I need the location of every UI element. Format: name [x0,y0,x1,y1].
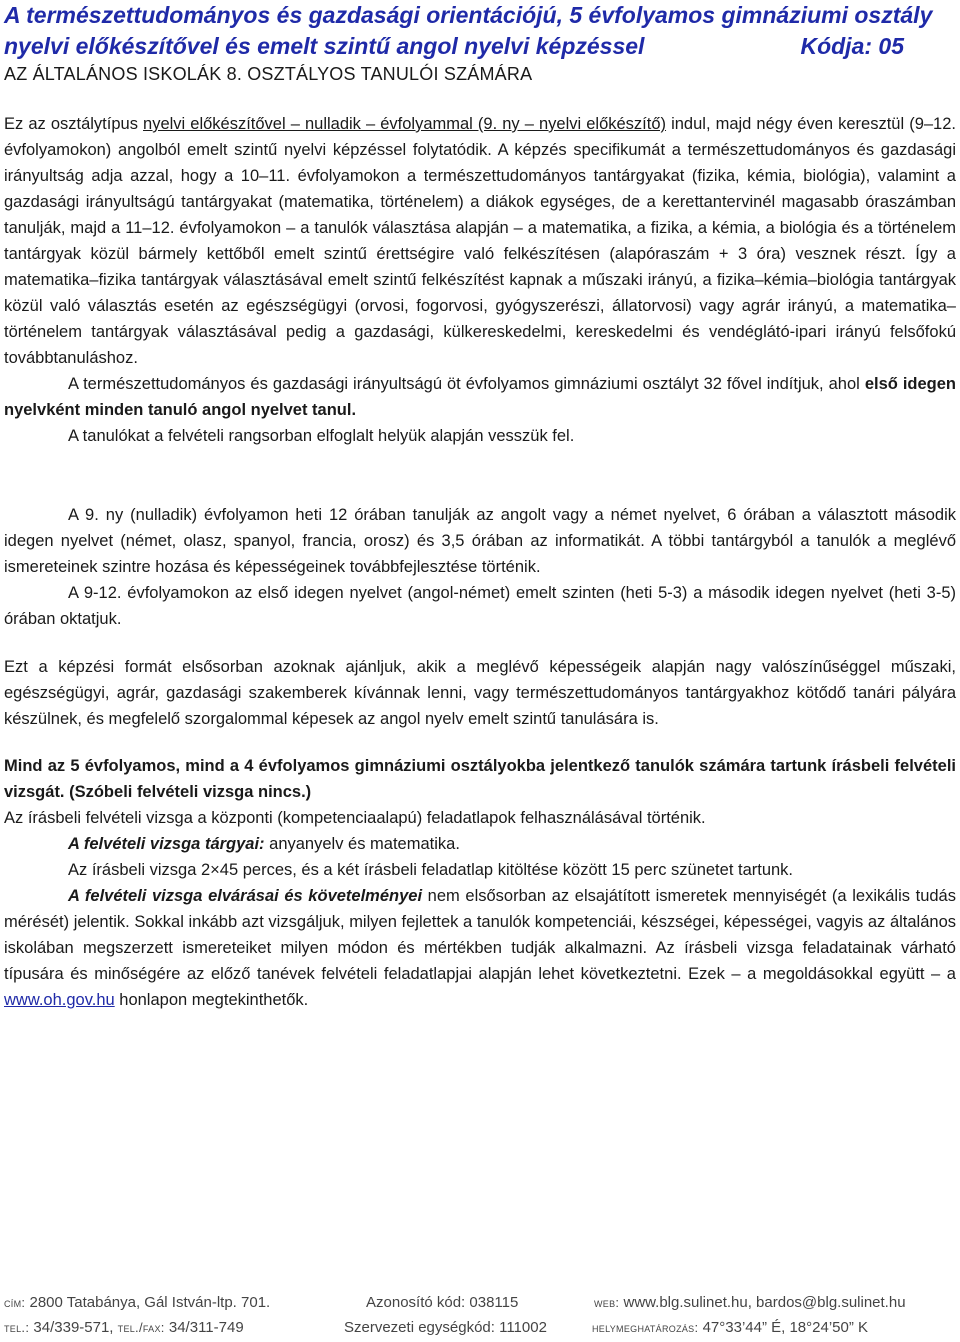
page-subtitle: AZ ÁLTALÁNOS ISKOLÁK 8. OSZTÁLYOS TANULÓI SZÁMÁRA [4,64,533,84]
web-label: web: [594,1295,620,1310]
footer-web [594,1294,906,1311]
recommendation-section [4,654,956,732]
intro-section [4,111,956,449]
id-value: 038115 [465,1294,519,1311]
exam-section [4,753,956,1013]
location-value: 47°33’44” É, 18°24’50” K [698,1319,869,1336]
unit-value: 111002 [494,1319,547,1336]
recommendation-paragraph: Ezt a képzési formát elsősorban azoknak ajánljuk, akik a meglévő képességeik alapján nagy valószínűséggel műszaki, egészségügyi, agrár, gazdasági szakemberek kívánnak lenni, vagy természettudományos tantárgyakhoz kötődő tanári pályára készülnek, és megfelelő szorgalommal képesek az angol nyelv emelt szintű tanulására is. [4,658,956,728]
exam-requirements [4,883,956,1013]
unit-label: Szervezeti egységkód: [344,1319,495,1336]
intro-text-b: indul, majd négy éven keresztül (9–12. évfolyamokon) angolból emelt szintű nyelvi képzéssel folytatódik. A képzés specifikumát a természettudományos és gazdasági irányultság adja azzal, hogy a 10–11. évfolyamokon a természettudományos tantárgyakat (fizika, kémia, biológia), valamint a gazdasági irányultságú tantárgyakat (matematika, történelem) a diákok egységes, de a kerettantervinél magasabb óraszámban tanulják, majd a 11–12. évfolyamokon – a tanulók választása alapján – a matematika, a fizika, a kémia, a biológia és a történelem tantárgyak közül bármely kettőből emelt szintű érettségire való felkészítésen (alapóraszám + 3 óra) vesznek részt. Így a matematika–fizika tantárgyak választásával emelt szintű felkészítést kapnak a műszaki irányú, a fizika–kémia–biológia tantárgyak közül való választás esetén az egészségügyi (orvosi, fogorvosi, gyógyszerészi, állatorvosi) vagy agrár irányú, a matematika–történelem tantárgyak választásával pedig a gazdasági, külkereskedelmi, kereskedelmi és vendéglátó-ipari irányú felsőfokú továbbtanuláshoz. [4,115,956,367]
exam-req-end: honlapon megtekinthetők. [114,991,309,1009]
page-title-line-1: A természettudományos és gazdasági orientációjú, 5 évfolyamos gimnáziumi osztály [4,2,933,28]
exam-req-text: nem elsősorban az elsajátított ismeretek mennyiségét (a lexikális tudás mérését) jelentik. Sokkal inkább azt vizsgáljuk, milyen fejlettek a tanulók kompetenciái, készségei, képességei, vagyis az általános iskolában megszerzett ismereteiket milyen módon és mértékben tudják alkalmazni. Az írásbeli vizsga feladatainak várható típusára és minőségére az előző tanévek felvételi feladatlapjai alapján lehet következtetni. Ezek – a megoldásokkal együtt – a [4,887,956,983]
footer-id [366,1294,518,1311]
languages-paragraph-2: A 9-12. évfolyamokon az első idegen nyelvet (angol-német) emelt szinten (heti 5-3) a második idegen nyelvet (heti 3-5) órában oktatjuk. [4,584,956,628]
location-label: helymeghatározás: [592,1320,699,1335]
exam-subjects-label: A felvételi vizsga tárgyai: [68,835,265,853]
address-label: cím: [4,1295,26,1310]
exam-paragraph-1: Az írásbeli felvételi vizsga a központi (kompetenciaalapú) feladatlapok felhasználásával történik. [4,809,706,827]
oh-gov-link[interactable]: www.oh.gov.hu [4,991,115,1009]
languages-paragraph-1: A 9. ny (nulladik) évfolyamon heti 12 órában tanulják az angolt vagy a német nyelvet, 6 órában a választott második idegen nyelvet (német, olasz, spanyol, francia, orosz) és 3,5 órában az informatikát. A többi tantárgyból a tanulók a meglévő ismereteinek szintre hozása és képességeinek továbbfejlesztése történik. [4,506,956,576]
class-code: Kódja: 05 [800,33,904,59]
footer-phone [4,1319,244,1336]
footer-location [592,1319,868,1336]
tel-value: 34/339-571, [29,1319,118,1336]
intro-paragraph-3: A tanulókat a felvételi rangsorban elfoglalt helyük alapján vesszük fel. [68,427,575,445]
exam-subjects-value: anyanyelv és matematika. [264,835,460,853]
intro-paragraph-2 [4,371,956,423]
languages-section [4,502,956,632]
exam-paragraph-3: Az írásbeli vizsga 2×45 perces, és a két írásbeli feladatlap kitöltése között 15 perc szünetet tartunk. [68,861,794,879]
fax-label: tel./fax: [117,1320,165,1335]
address-value: 2800 Tatabánya, Gál István-ltp. 701. [25,1294,271,1311]
fax-value: 34/311-749 [164,1319,244,1336]
intro-p2-text: A természettudományos és gazdasági irányultságú öt évfolyamos gimnáziumi osztályt 32 fővel indítjuk, ahol [68,375,865,393]
page-title-line-2 [4,31,904,62]
footer-unit [344,1319,547,1336]
title-line-2-text: nyelvi előkészítővel és emelt szintű angol nyelvi képzéssel [4,33,645,59]
footer-address [4,1294,270,1311]
exam-subjects [4,831,956,857]
exam-req-label: A felvételi vizsga elvárásai és követelményei [68,887,423,905]
intro-paragraph-1 [4,111,956,371]
id-label: Azonosító kód: [366,1294,466,1311]
web-value: www.blg.sulinet.hu, bardos@blg.sulinet.hu [619,1294,906,1311]
tel-label: tel.: [4,1320,30,1335]
intro-underlined: nyelvi előkészítővel – nulladik – évfolyammal (9. ny – nyelvi előkészítő) [143,115,667,133]
intro-p2-bold: első idegen nyelvként minden tanuló angol nyelvet tanul. [4,375,956,419]
intro-text-a: Ez az osztálytípus [4,115,144,133]
exam-bold-announcement: Mind az 5 évfolyamos, mind a 4 évfolyamos gimnáziumi osztályokba jelentkező tanulók számára tartunk írásbeli felvételi vizsgát. (Szóbeli felvételi vizsga nincs.) [4,757,956,801]
